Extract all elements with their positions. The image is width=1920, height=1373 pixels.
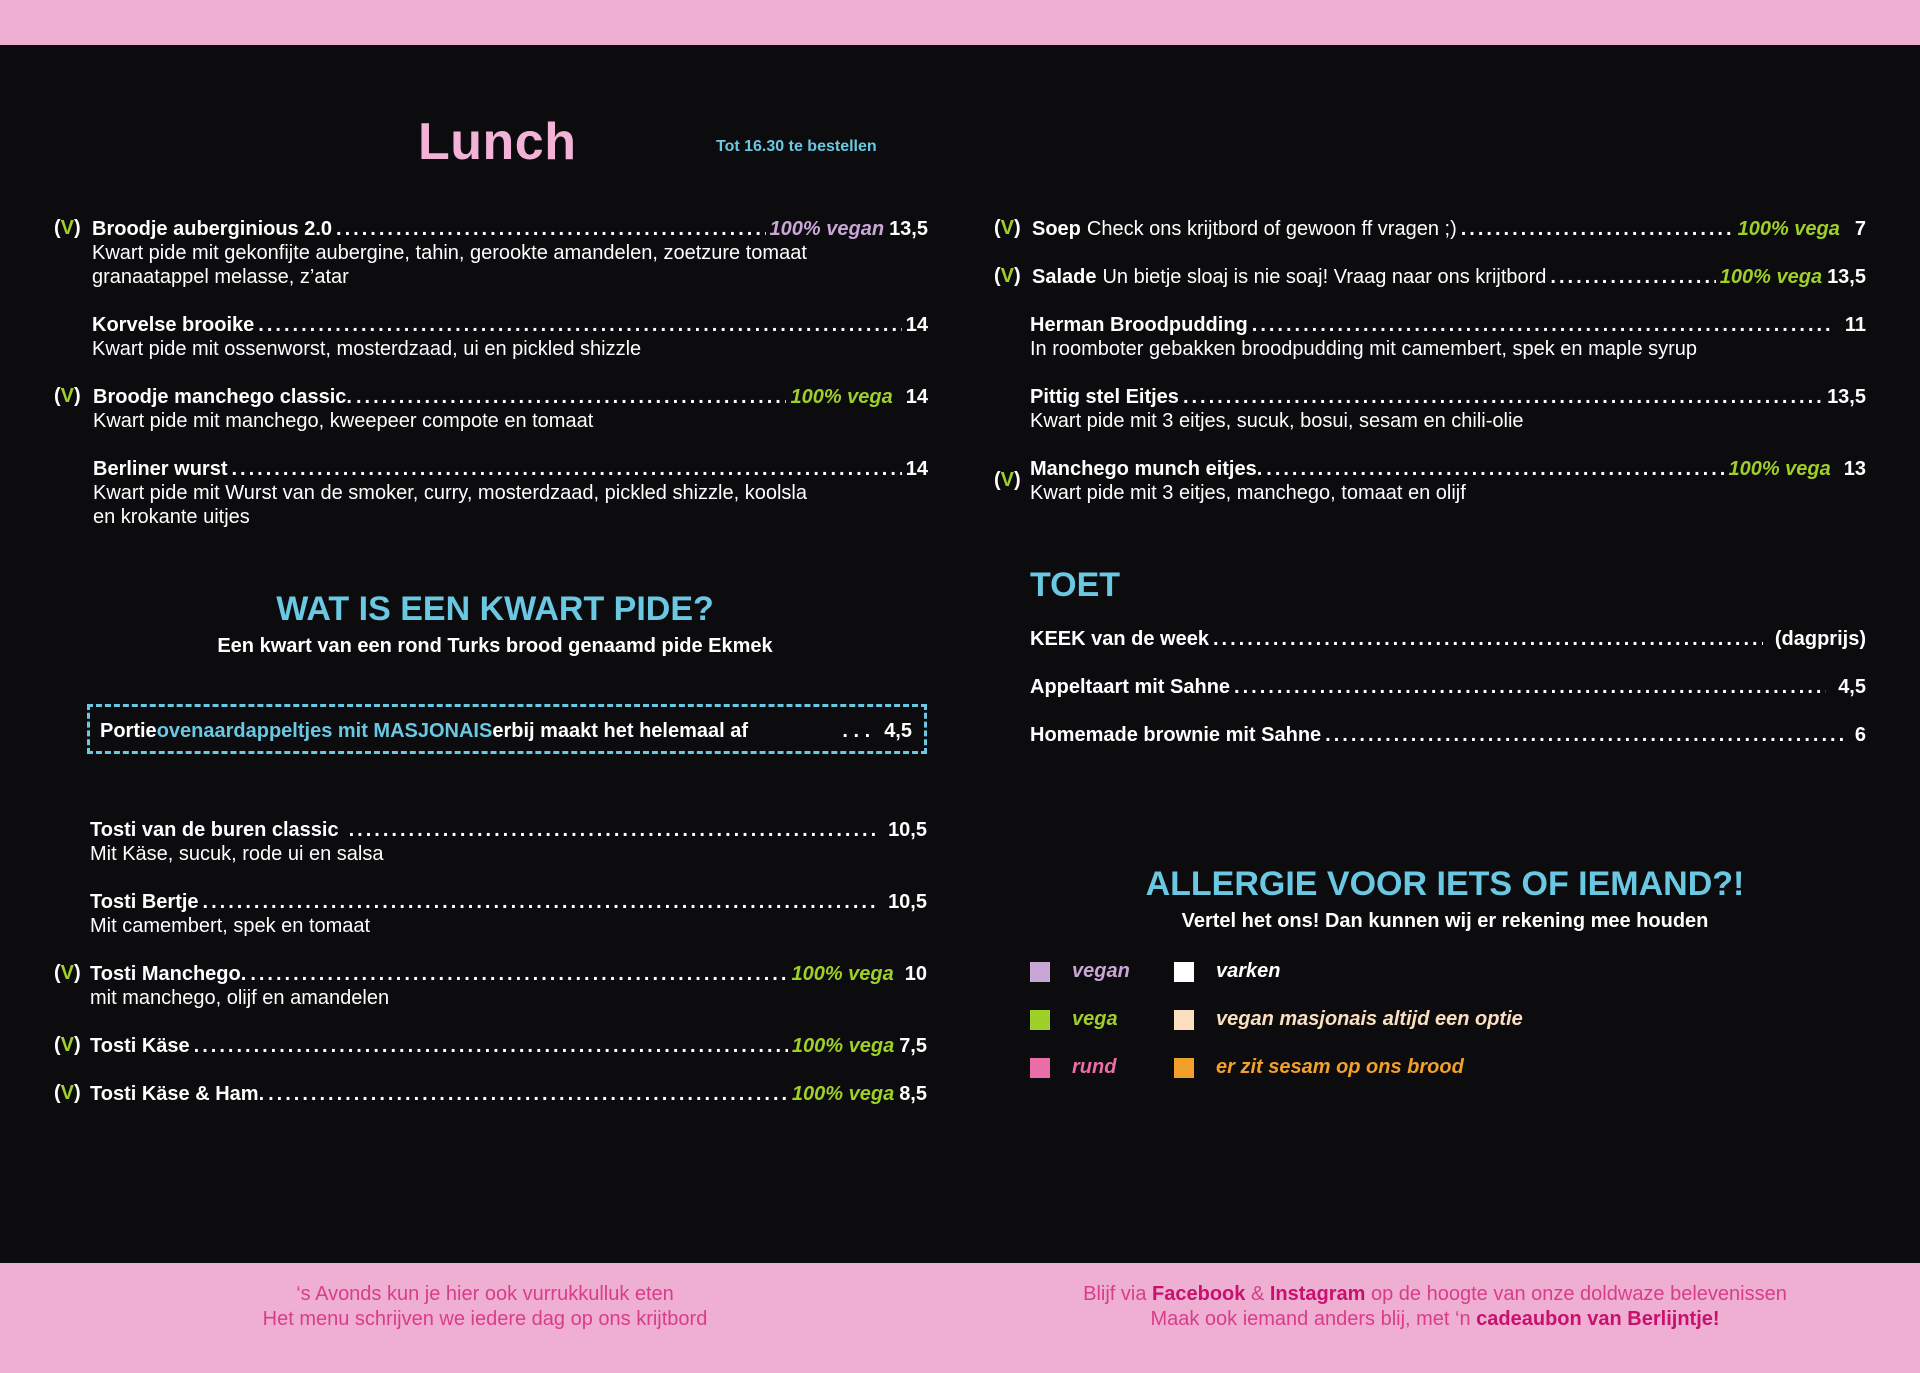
item-name: Tosti Käse xyxy=(90,1035,190,1057)
menu-item xyxy=(90,818,927,866)
item-description: Kwart pide mit Wurst van de smoker, curry, mosterdzaad, pickled shizzle, koolsla xyxy=(93,482,807,504)
item-price: 14 xyxy=(905,386,928,408)
item-name: Tosti Manchego. xyxy=(90,963,247,985)
vega-tag: 100% vega xyxy=(1737,218,1840,240)
side-dish-price: 4,5 xyxy=(884,720,912,742)
legend-vegan-masjonais: vegan masjonais altijd een optie xyxy=(1174,1008,1523,1031)
footer-right: Blijf via Facebook & Instagram op de hoogte van onze doldwaze belevenissen Maak ook iemand anders blij, met ‘n cadeaubon van Berlijntje! xyxy=(1083,1283,1787,1330)
item-price: 4,5 xyxy=(1838,676,1866,698)
menu-item xyxy=(90,890,927,938)
item-note: Un bietje sloaj is nie soaj! Vraag naar ons krijtbord xyxy=(1102,266,1547,288)
menu-item xyxy=(994,265,1866,289)
item-name: Tosti Bertje xyxy=(90,891,199,913)
vega-tag: 100% vega xyxy=(791,1083,895,1105)
side-dish-highlight: ovenaardappeltjes mit MASJONAIS xyxy=(156,720,493,742)
menu-item xyxy=(93,457,928,529)
footer-left: ‘s Avonds kun je hier ook vurrukkulluk eten Het menu schrijven we iedere dag op ons krijtbord xyxy=(262,1283,708,1330)
legend-rund: rund xyxy=(1030,1056,1116,1079)
item-price: 11 xyxy=(1844,314,1866,336)
item-description: In roomboter gebakken broodpudding mit camembert, spek en maple syrup xyxy=(1030,338,1698,360)
vega-tag: 100% vega xyxy=(790,386,893,408)
item-price: 10 xyxy=(904,963,927,985)
item-name: Herman Broodpudding xyxy=(1030,314,1248,336)
item-price: 13,5 xyxy=(1827,266,1866,288)
page-title: Lunch xyxy=(418,113,577,171)
item-description: Kwart pide mit ossenworst, mosterdzaad, ui en pickled shizzle xyxy=(92,338,642,360)
vega-mark: (V) xyxy=(54,962,81,984)
item-price: (dagprijs) xyxy=(1774,628,1866,650)
pork-swatch xyxy=(1174,962,1194,982)
menu-item xyxy=(1030,313,1866,361)
item-description: granaatappel melasse, z’atar xyxy=(92,266,349,288)
item-price: 13,5 xyxy=(1827,386,1866,408)
vega-tag: 100% vega xyxy=(1719,266,1823,288)
top-pink-band xyxy=(0,0,1920,45)
item-name: Broodje manchego classic. xyxy=(93,386,352,408)
item-name: Tosti Käse & Ham. xyxy=(90,1083,265,1105)
item-description: Mit Käse, sucuk, rode ui en salsa xyxy=(90,843,384,865)
item-price: 10,5 xyxy=(888,891,927,913)
item-name: Korvelse brooike xyxy=(92,314,255,336)
item-price: 13,5 xyxy=(889,218,928,240)
dessert-item xyxy=(1030,627,1866,651)
item-name: Homemade brownie mit Sahne xyxy=(1030,724,1322,746)
item-description: Kwart pide mit manchego, kweepeer compote en tomaat xyxy=(93,410,594,432)
instagram-link[interactable]: Instagram xyxy=(1269,1283,1366,1305)
pide-heading: WAT IS EEN KWART PIDE? xyxy=(276,590,714,628)
vega-tag: 100% vega xyxy=(1728,458,1831,480)
vega-mark: (V) xyxy=(54,1034,81,1056)
item-price: 8,5 xyxy=(899,1083,927,1105)
legend-vega: vega xyxy=(1030,1008,1118,1031)
legend-sesam: er zit sesam op ons brood xyxy=(1174,1056,1464,1079)
dessert-item xyxy=(1030,723,1866,747)
dessert-heading: TOET xyxy=(1030,566,1121,604)
item-name: Salade xyxy=(1032,266,1097,288)
order-time-note: Tot 16.30 te bestellen xyxy=(716,138,877,155)
item-name: Broodje auberginious 2.0 xyxy=(92,218,333,240)
vega-mark: (V) xyxy=(994,265,1021,287)
item-price: 13 xyxy=(1843,458,1866,480)
gift-card-link[interactable]: cadeaubon van Berlijntje! xyxy=(1476,1308,1720,1330)
item-price: 7,5 xyxy=(899,1035,927,1057)
item-name: Berliner wurst xyxy=(93,458,228,480)
item-name: Soep xyxy=(1032,218,1081,240)
dessert-item xyxy=(1030,675,1866,699)
item-price: 14 xyxy=(905,314,928,336)
vega-mark: (V) xyxy=(994,469,1021,491)
legend-varken: varken xyxy=(1174,960,1281,983)
item-name: Tosti van de buren classic xyxy=(90,819,339,841)
item-name: KEEK van de week xyxy=(1030,628,1209,650)
menu-item xyxy=(994,217,1866,241)
vega-mark: (V) xyxy=(54,217,81,239)
item-description: mit manchego, olijf en amandelen xyxy=(90,987,390,1009)
item-note: Check ons krijtbord of gewoon ff vragen ;) xyxy=(1086,218,1457,240)
vega-swatch xyxy=(1030,1010,1050,1030)
allergy-heading: ALLERGIE VOOR IETS OF IEMAND?! xyxy=(1145,865,1745,903)
item-name: Appeltaart mit Sahne xyxy=(1030,676,1231,698)
item-description: en krokante uitjes xyxy=(93,506,250,528)
menu-item xyxy=(54,962,927,1010)
legend-vegan: vegan xyxy=(1030,960,1130,983)
facebook-link[interactable]: Facebook xyxy=(1152,1283,1246,1305)
menu-item xyxy=(54,1034,927,1058)
vega-mark: (V) xyxy=(994,217,1021,239)
item-description: Kwart pide mit 3 eitjes, manchego, tomaat en olijf xyxy=(1030,482,1466,504)
menu-item xyxy=(54,385,928,433)
vegan-mayo-swatch xyxy=(1174,1010,1194,1030)
menu-item xyxy=(92,313,928,361)
vegan-tag: 100% vegan xyxy=(769,218,885,240)
side-dish-box: Portie ovenaardappeltjes mit MASJONAIS erbij maakt het helemaal af . . . 4,5 xyxy=(87,704,927,754)
item-description: Kwart pide mit 3 eitjes, sucuk, bosui, sesam en chili-olie xyxy=(1030,410,1524,432)
item-description: Mit camembert, spek en tomaat xyxy=(90,915,371,937)
item-description: Kwart pide mit gekonfijte aubergine, tahin, gerookte amandelen, zoetzure tomaat xyxy=(92,242,807,264)
allergy-text: Vertel het ons! Dan kunnen wij er rekening mee houden xyxy=(1181,910,1709,932)
vega-tag: 100% vega xyxy=(791,1035,895,1057)
item-name: Manchego munch eitjes. xyxy=(1030,458,1263,480)
sesame-swatch xyxy=(1174,1058,1194,1078)
beef-swatch xyxy=(1030,1058,1050,1078)
vega-mark: (V) xyxy=(54,385,81,407)
pide-explanation: Een kwart van een rond Turks brood genaamd pide Ekmek xyxy=(217,635,773,657)
menu-item xyxy=(994,457,1866,505)
vega-mark: (V) xyxy=(54,1082,81,1104)
item-price: 10,5 xyxy=(888,819,927,841)
item-price: 6 xyxy=(1854,724,1866,746)
item-name: Pittig stel Eitjes xyxy=(1030,386,1179,408)
item-price: 14 xyxy=(905,458,928,480)
vega-tag: 100% vega xyxy=(791,963,894,985)
menu-item xyxy=(54,1082,927,1106)
menu-item xyxy=(54,217,928,289)
item-price: 7 xyxy=(1854,218,1866,240)
menu-item xyxy=(1030,385,1866,433)
vegan-swatch xyxy=(1030,962,1050,982)
